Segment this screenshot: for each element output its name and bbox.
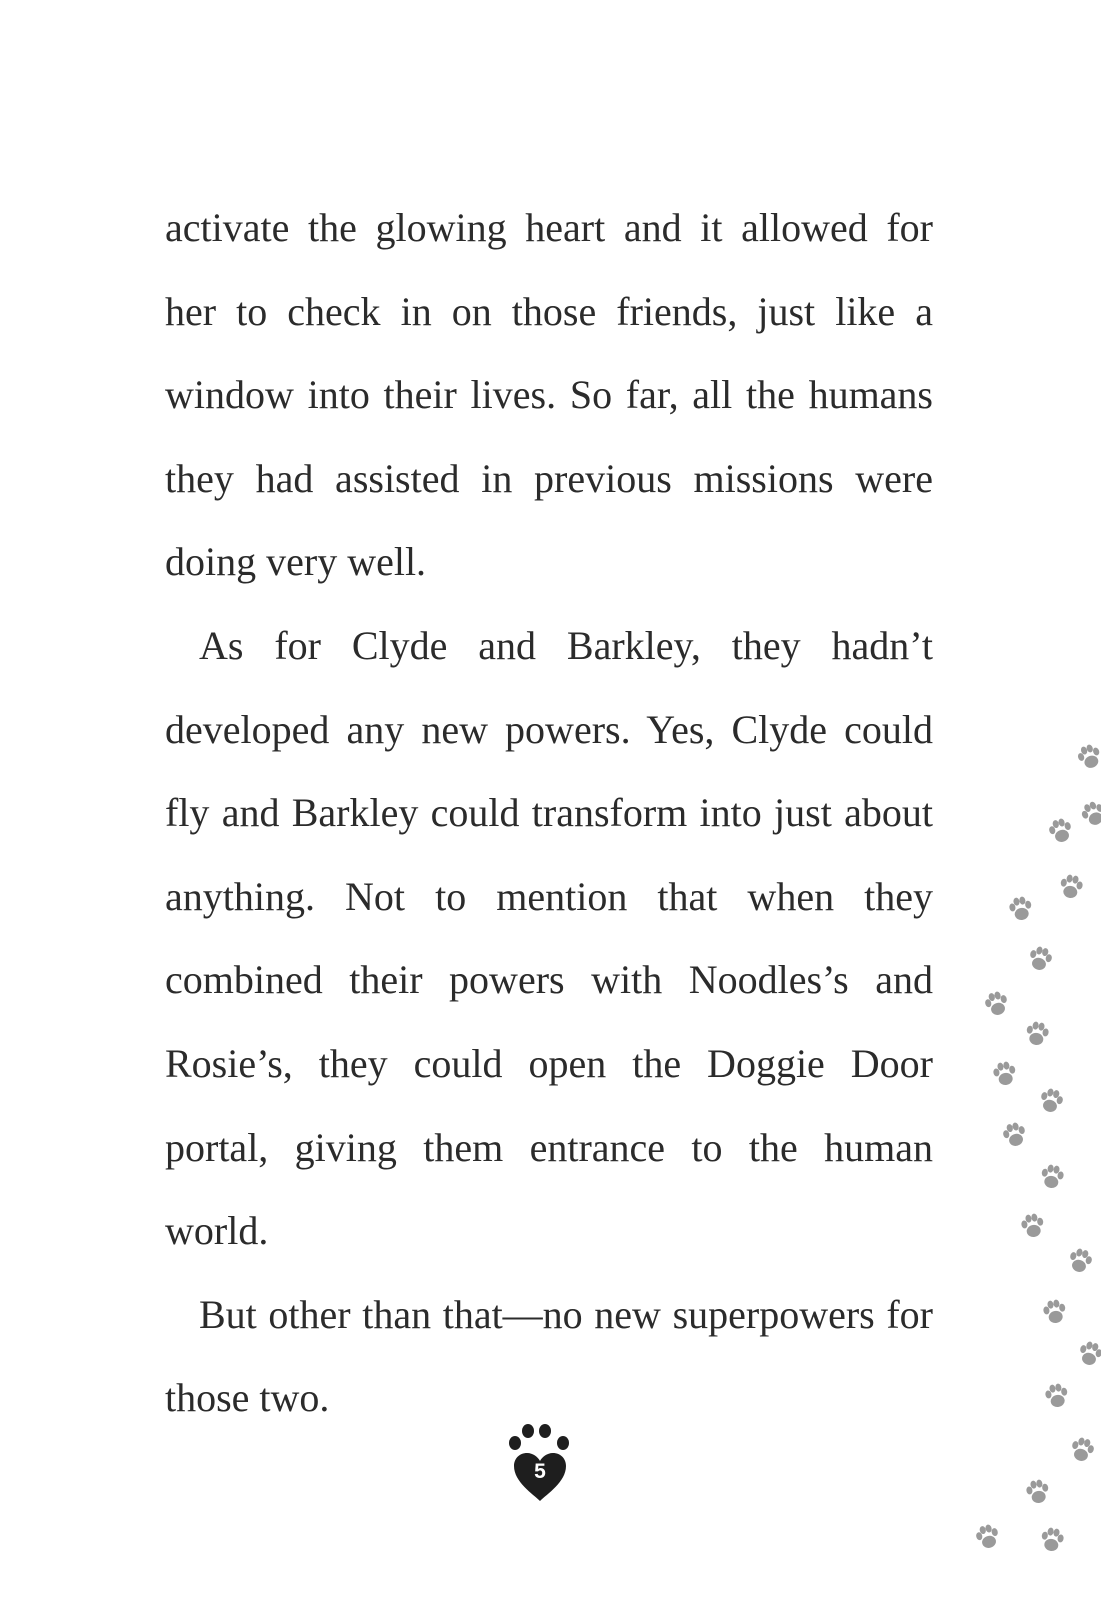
paragraph-1: activate the glowing heart and it allowed for her to check in on those friends, just like a window into their lives. So far, all the humans they had assisted in previous missions were doing very well. [165,205,933,585]
paw-print-icon [1039,1526,1065,1552]
paw-print-icon [1058,873,1084,899]
paw-print-icon [1042,1298,1068,1324]
page-number: 5 [534,1460,546,1483]
body-text [165,186,933,1440]
paw-print-icon [1025,1478,1051,1504]
page-number-badge [509,1424,581,1504]
paw-print-icon [1044,1382,1070,1408]
paw-print-icon [983,990,1010,1018]
paw-print-icon [1008,895,1034,921]
paw-print-icon [1001,1121,1028,1149]
paragraph-3: But other than that—no new superpowers for those two. [165,1291,933,1421]
paw-print-icon [992,1060,1018,1086]
paw-print-icon [1069,1436,1096,1464]
paw-print-icon [1047,817,1074,845]
paw-print-icon [1079,799,1101,829]
paw-print-icon [1067,1247,1094,1275]
paw-print-icon [1020,1212,1046,1238]
paw-print-icon [1077,1340,1101,1368]
paw-print-icon [974,1523,1001,1551]
paw-print-icon [1038,1087,1065,1115]
paw-print-icon [1024,1020,1050,1046]
paw-print-icon [1027,945,1054,973]
paragraph-2: As for Clyde and Barkley, they hadn’t developed any new powers. Yes, Clyde could fly and Barkley could transform into just about anything. Not to mention that when they combined their powers with Noodles’s and Rosie’s, they could open the Doggie Door portal, giving them entrance to the human world. [165,622,933,1254]
paw-print-icon [1075,742,1101,771]
paw-print-icon [1039,1163,1065,1189]
